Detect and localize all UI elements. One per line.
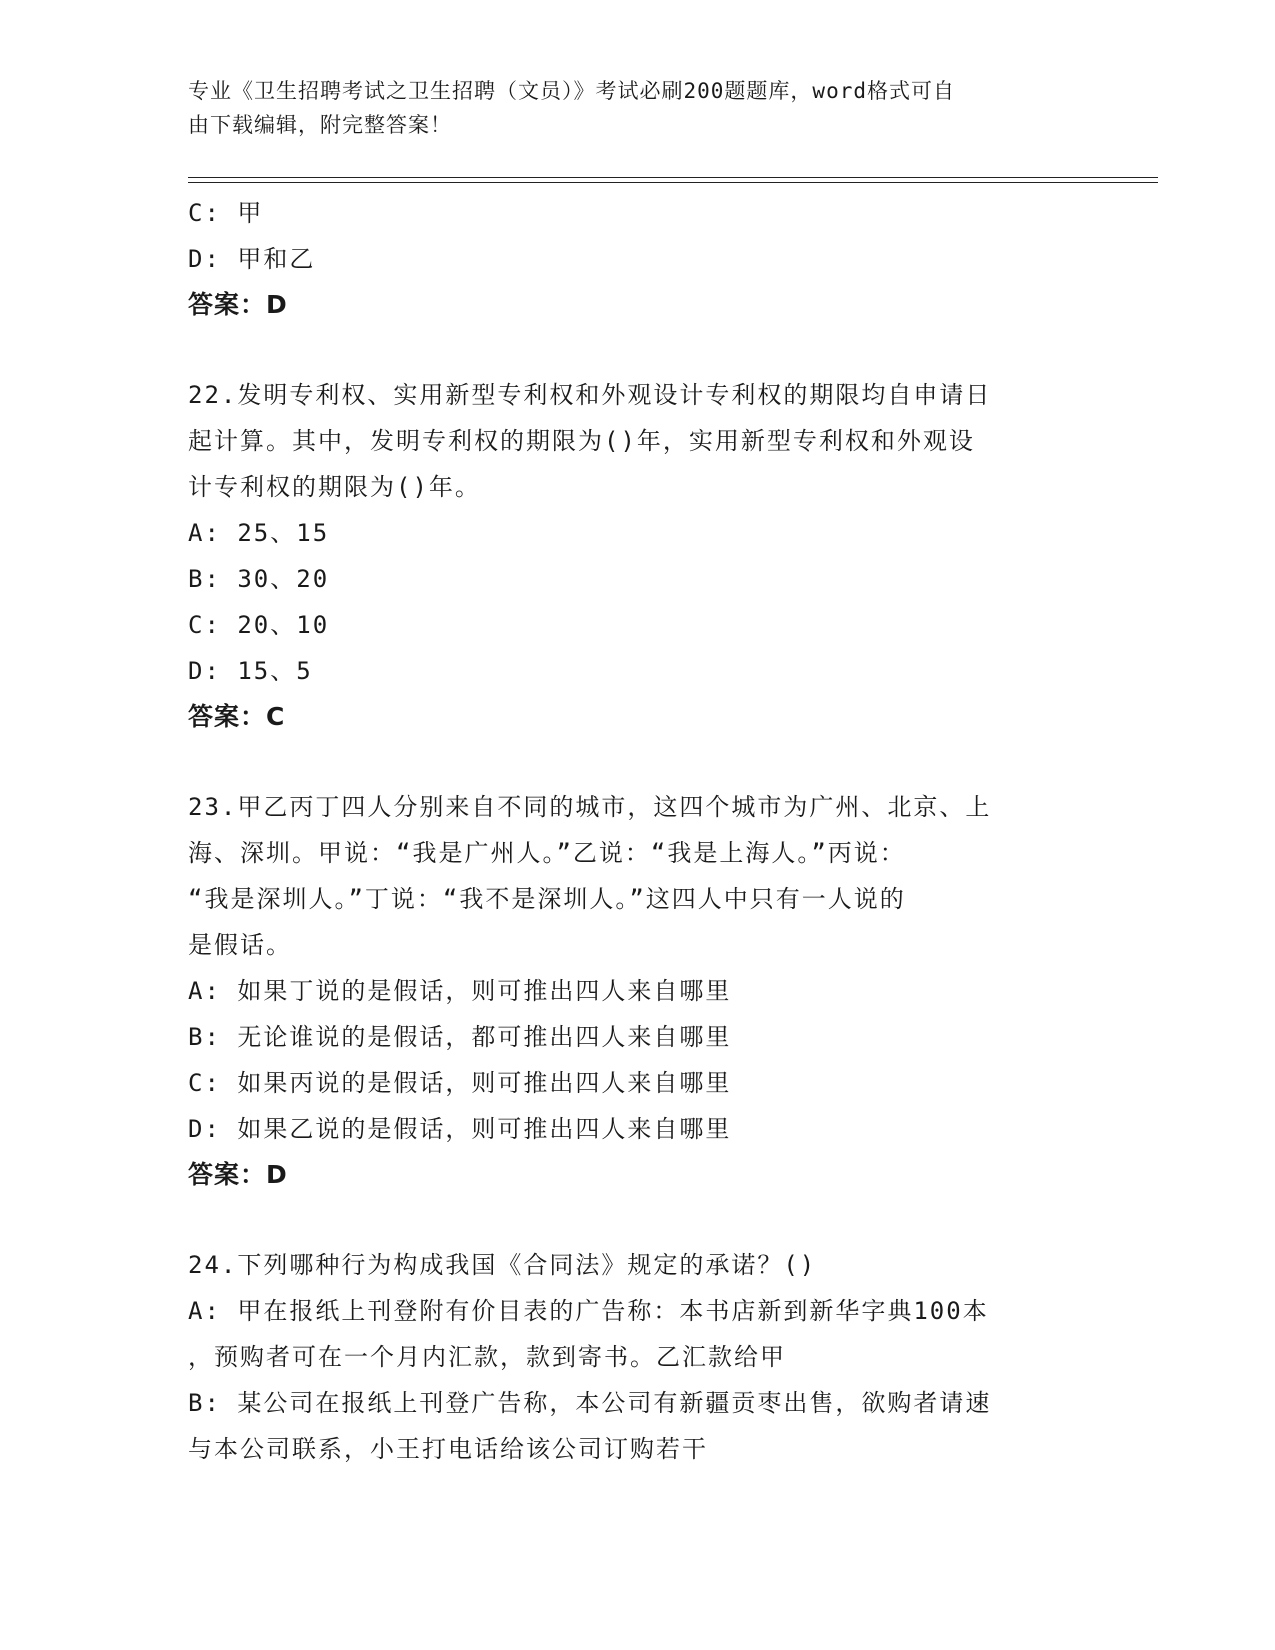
question-stem-line: 23.甲乙丙丁四人分别来自不同的城市，这四个城市为广州、北京、上 (188, 793, 992, 821)
header-rule-top (188, 177, 1158, 178)
document-body (188, 190, 1088, 1472)
header-line-2: 由下载编辑，附完整答案！ (188, 113, 452, 137)
question-23 (188, 784, 1088, 1198)
option-b: B: 无论谁说的是假话，都可推出四人来自哪里 (188, 1023, 732, 1051)
option-a: A: 如果丁说的是假话，则可推出四人来自哪里 (188, 977, 732, 1005)
question-stem-line: 计专利权的期限为()年。 (188, 473, 481, 501)
option-d: D: 如果乙说的是假话，则可推出四人来自哪里 (188, 1115, 732, 1143)
option-b-continued: 与本公司联系，小王打电话给该公司订购若干 (188, 1435, 708, 1463)
option-b: B: 30、20 (188, 565, 330, 593)
option-a: A: 25、15 (188, 519, 330, 547)
answer-line: 答案：D (188, 1160, 288, 1189)
question-22 (188, 372, 1088, 740)
header-rule-bottom (188, 182, 1158, 183)
option-d: D: 甲和乙 (188, 245, 316, 273)
option-c: C: 如果丙说的是假话，则可推出四人来自哪里 (188, 1069, 732, 1097)
header-line-1: 专业《卫生招聘考试之卫生招聘（文员）》考试必刷200题题库，word格式可自 (188, 79, 955, 103)
question-stem-line: 22.发明专利权、实用新型专利权和外观设计专利权的期限均自申请日 (188, 381, 992, 409)
question-stem-line: 海、深圳。甲说：“我是广州人。”乙说：“我是上海人。”丙说： (188, 839, 906, 867)
answer-line: 答案：D (188, 290, 288, 319)
option-a-continued: ，预购者可在一个月内汇款，款到寄书。乙汇款给甲 (188, 1343, 786, 1371)
document-header (188, 74, 1088, 142)
option-c: C: 20、10 (188, 611, 330, 639)
option-b: B: 某公司在报纸上刊登广告称，本公司有新疆贡枣出售，欲购者请速 (188, 1389, 992, 1417)
question-21-tail (188, 190, 1088, 328)
answer-line: 答案：C (188, 702, 286, 731)
question-stem-line: “我是深圳人。”丁说：“我不是深圳人。”这四人中只有一人说的 (188, 885, 906, 913)
question-24 (188, 1242, 1088, 1472)
question-stem-line: 24.下列哪种行为构成我国《合同法》规定的承诺？() (188, 1251, 817, 1279)
question-stem-line: 是假话。 (188, 931, 292, 959)
option-c: C: 甲 (188, 199, 264, 227)
option-a: A: 甲在报纸上刊登附有价目表的广告称：本书店新到新华字典100本 (188, 1297, 989, 1325)
option-d: D: 15、5 (188, 657, 313, 685)
question-stem-line: 起计算。其中，发明专利权的期限为()年，实用新型专利权和外观设 (188, 427, 975, 455)
